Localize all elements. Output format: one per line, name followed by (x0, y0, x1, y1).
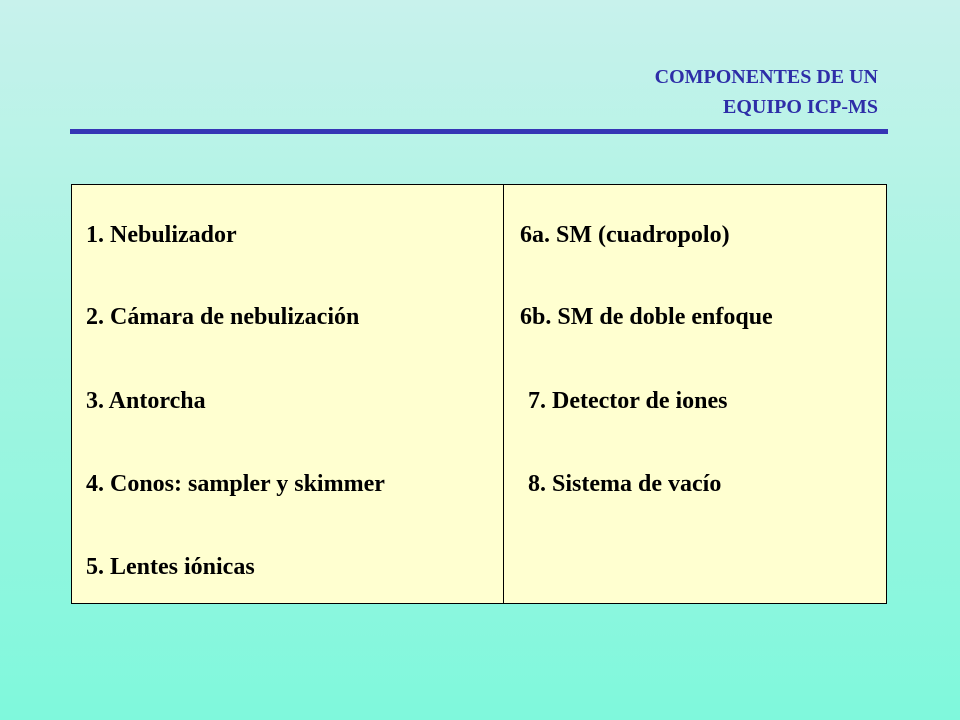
components-column-left (72, 185, 504, 603)
component-item-sm-doble-enfoque: 6b. SM de doble enfoque (520, 304, 773, 330)
component-item-sm-cuadropolo: 6a. SM (cuadropolo) (520, 222, 730, 248)
component-item-conos: 4. Conos: sampler y skimmer (86, 471, 385, 497)
component-item-antorcha: 3. Antorcha (86, 388, 206, 414)
component-item-lentes: 5. Lentes iónicas (86, 554, 255, 580)
slide-title-line-2: EQUIPO ICP-MS (723, 96, 878, 118)
components-column-right (504, 185, 886, 603)
component-item-detector: 7. Detector de iones (528, 388, 728, 414)
components-table (71, 184, 887, 604)
slide-title (655, 62, 878, 122)
slide-title-line-1: COMPONENTES DE UN (654, 66, 878, 88)
title-underline-rule (70, 129, 888, 134)
component-item-vacio: 8. Sistema de vacío (528, 471, 722, 497)
component-item-nebulizador: 1. Nebulizador (86, 222, 237, 248)
component-item-camara: 2. Cámara de nebulización (86, 304, 360, 330)
